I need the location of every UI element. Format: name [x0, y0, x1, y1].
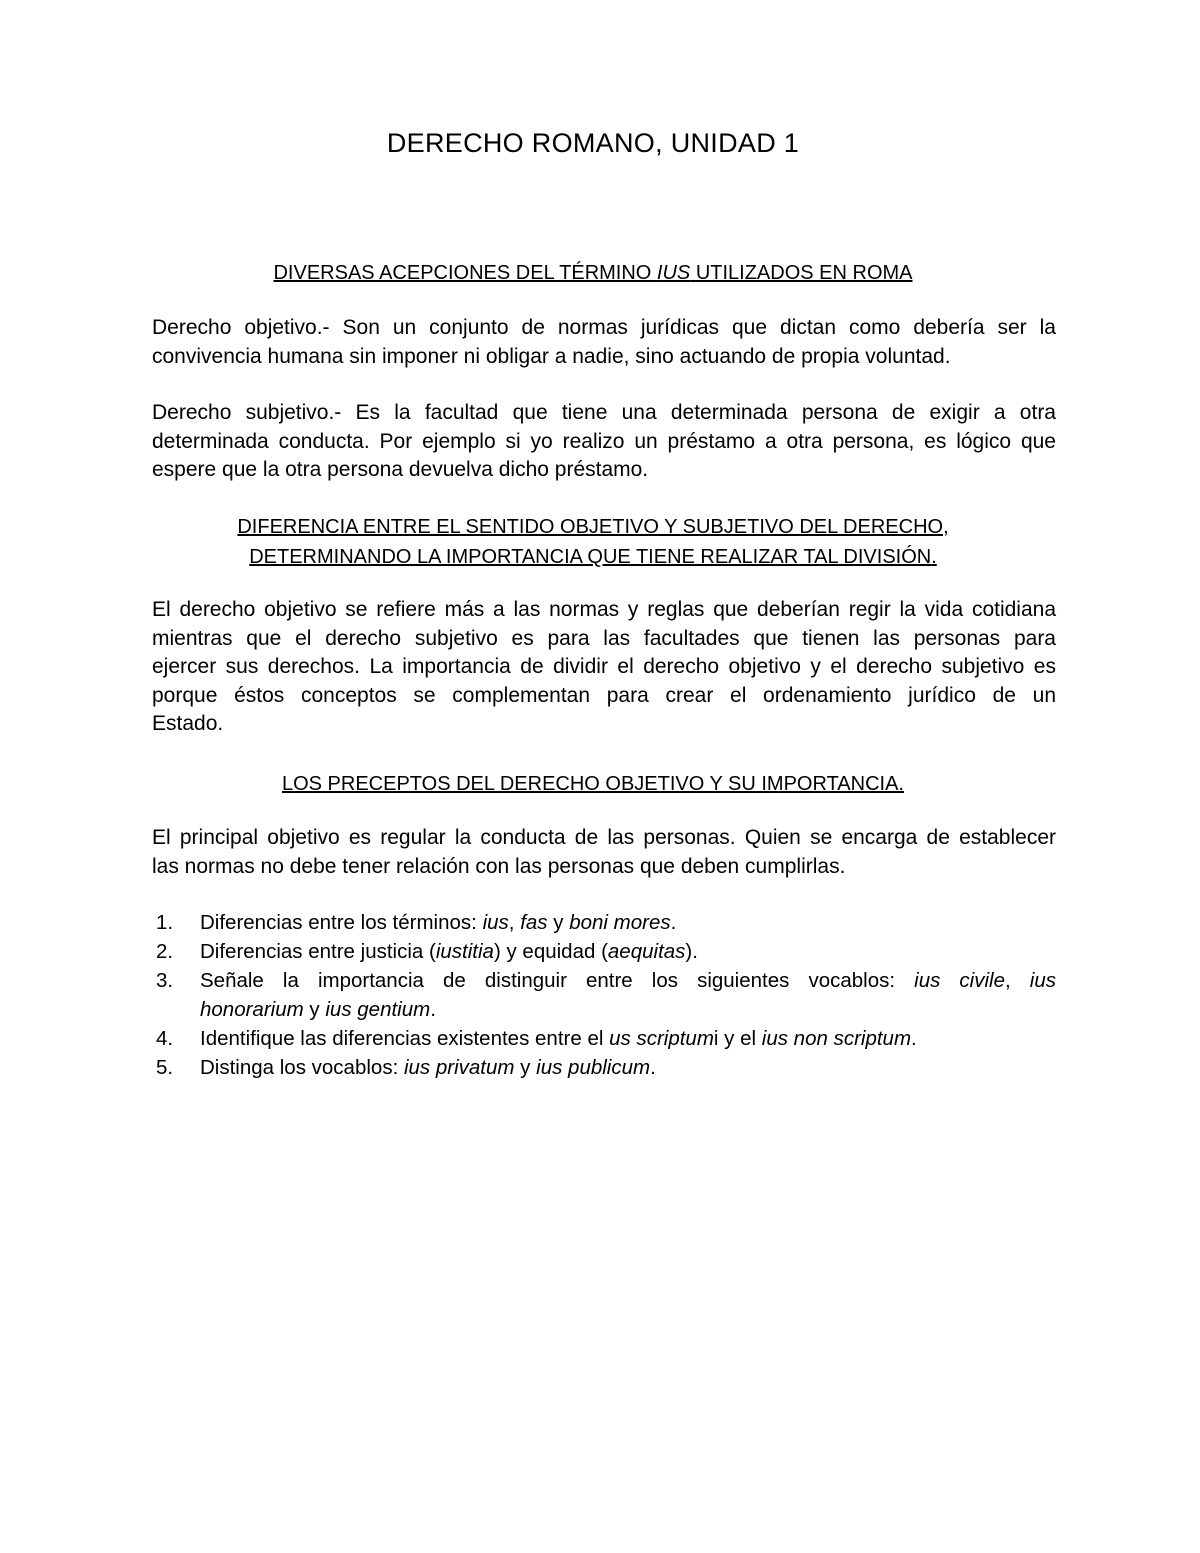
paragraph-line: El derecho objetivo se refiere más a las normas y reglas que deberían regir la vida cotidiana [152, 598, 1056, 621]
list-number: 2. [156, 940, 174, 963]
item-text: y [303, 998, 326, 1021]
paragraph-diferencia [152, 596, 1056, 739]
document-title: DERECHO ROMANO, UNIDAD 1 [386, 128, 800, 158]
item-italic-term: ius gentium [325, 998, 431, 1021]
paragraph-line: ejercer sus derechos. La importancia de dividir el derecho objetivo y el derecho subjetivo es [152, 655, 1056, 678]
item-italic-term: ius [1029, 969, 1056, 992]
heading-text: DETERMINANDO LA IMPORTANCIA QUE TIENE REALIZAR TAL DIVISIÓN [249, 546, 932, 568]
list-number: 3. [156, 969, 174, 992]
item-text: Señale la importancia de distinguir entre los siguientes vocablos: [200, 969, 915, 992]
list-item [156, 1024, 1056, 1053]
paragraph-derecho-subjetivo [152, 399, 1056, 485]
item-italic-term: ius non scriptum [761, 1027, 912, 1050]
heading-period: . [931, 546, 937, 568]
item-text: ). [685, 940, 698, 963]
item-text: ) y equidad ( [493, 940, 608, 963]
item-text: , [1005, 969, 1030, 992]
paragraph-line: determinada conducta. Por ejemplo si yo realizo un préstamo a otra persona, es lógico que [152, 429, 1056, 453]
item-text: . [650, 1056, 656, 1079]
item-text: Distinga los vocablos: [200, 1056, 404, 1079]
list-item [156, 937, 1056, 966]
item-text: Diferencias entre justicia ( [200, 940, 436, 963]
item-italic-term: ius [482, 911, 509, 934]
heading-text: DIVERSAS ACEPCIONES DEL TÉRMINO [273, 262, 657, 284]
paragraph-line: Derecho subjetivo.- Es la facultad que tiene una determinada persona de exigir a otra [152, 401, 1056, 424]
item-text: . [430, 998, 436, 1021]
item-text: . [670, 911, 677, 934]
list-item-text [200, 995, 1056, 1024]
item-italic-term: ius privatum [403, 1056, 515, 1079]
list-item [156, 966, 1056, 1024]
heading-text: UTILIZADOS EN ROMA [690, 262, 913, 284]
heading-line [0, 542, 1186, 572]
list-item [156, 1053, 1056, 1082]
item-italic-term: us scriptum [609, 1027, 714, 1050]
list-number: 4. [156, 1027, 174, 1050]
section-heading-diferencia [0, 512, 1186, 572]
item-italic-term: ius publicum [536, 1056, 651, 1079]
section-heading-preceptos: LOS PRECEPTOS DEL DERECHO OBJETIVO Y SU IMPORTANCIA. [281, 773, 904, 795]
list-item-text [200, 1053, 1056, 1082]
item-text: Identifique las diferencias existentes entre el [200, 1027, 610, 1050]
item-text: y [514, 1056, 537, 1079]
item-italic-term: iustitia [435, 940, 494, 963]
item-text: Diferencias entre los términos: [200, 911, 483, 934]
paragraph-line: espere que la otra persona devuelva dicho préstamo. [152, 458, 649, 481]
item-text: i y el [713, 1027, 762, 1050]
item-italic-term: aequitas [607, 940, 686, 963]
item-italic-term: fas [520, 911, 548, 934]
item-italic-term: boni mores [569, 911, 671, 934]
paragraph-line: porque éstos conceptos se complementan para crear el ordenamiento jurídico de un [152, 683, 1056, 707]
paragraph-line: las normas no debe tener relación con las personas que deben cumplirlas. [152, 854, 846, 878]
list-item-text [200, 908, 1056, 937]
list-item-text [200, 966, 1056, 995]
item-text: . [911, 1027, 917, 1050]
heading-italic-term: IUS [656, 262, 691, 284]
list-item-text [200, 1024, 1056, 1053]
paragraph-line: convivencia humana sin imponer ni obligar a nadie, sino actuando de propia voluntad. [152, 344, 951, 368]
paragraph-line: mientras que el derecho subjetivo es para las facultades que tienen las personas para [152, 626, 1056, 650]
list-number: 1. [156, 911, 174, 934]
section-heading-acepciones [0, 258, 1186, 288]
item-italic-term: honorarium [200, 998, 304, 1021]
paragraph-preceptos [152, 824, 1056, 881]
item-text: y [547, 911, 570, 934]
paragraph-line: El principal objetivo es regular la conducta de las personas. Quien se encarga de establecer [152, 826, 1056, 849]
list-item-text [200, 937, 1056, 966]
paragraph-line: Estado. [152, 712, 224, 735]
questions-list [156, 908, 1056, 1082]
heading-line: DIFERENCIA ENTRE EL SENTIDO OBJETIVO Y SUBJETIVO DEL DERECHO, [237, 516, 949, 538]
paragraph-derecho-objetivo [152, 314, 1056, 371]
list-number: 5. [156, 1056, 174, 1079]
item-text: , [508, 911, 521, 934]
item-italic-term: ius civile [914, 969, 1005, 992]
list-item [156, 908, 1056, 937]
paragraph-line: Derecho objetivo.- Son un conjunto de normas jurídicas que dictan como debería ser la [152, 316, 1056, 339]
